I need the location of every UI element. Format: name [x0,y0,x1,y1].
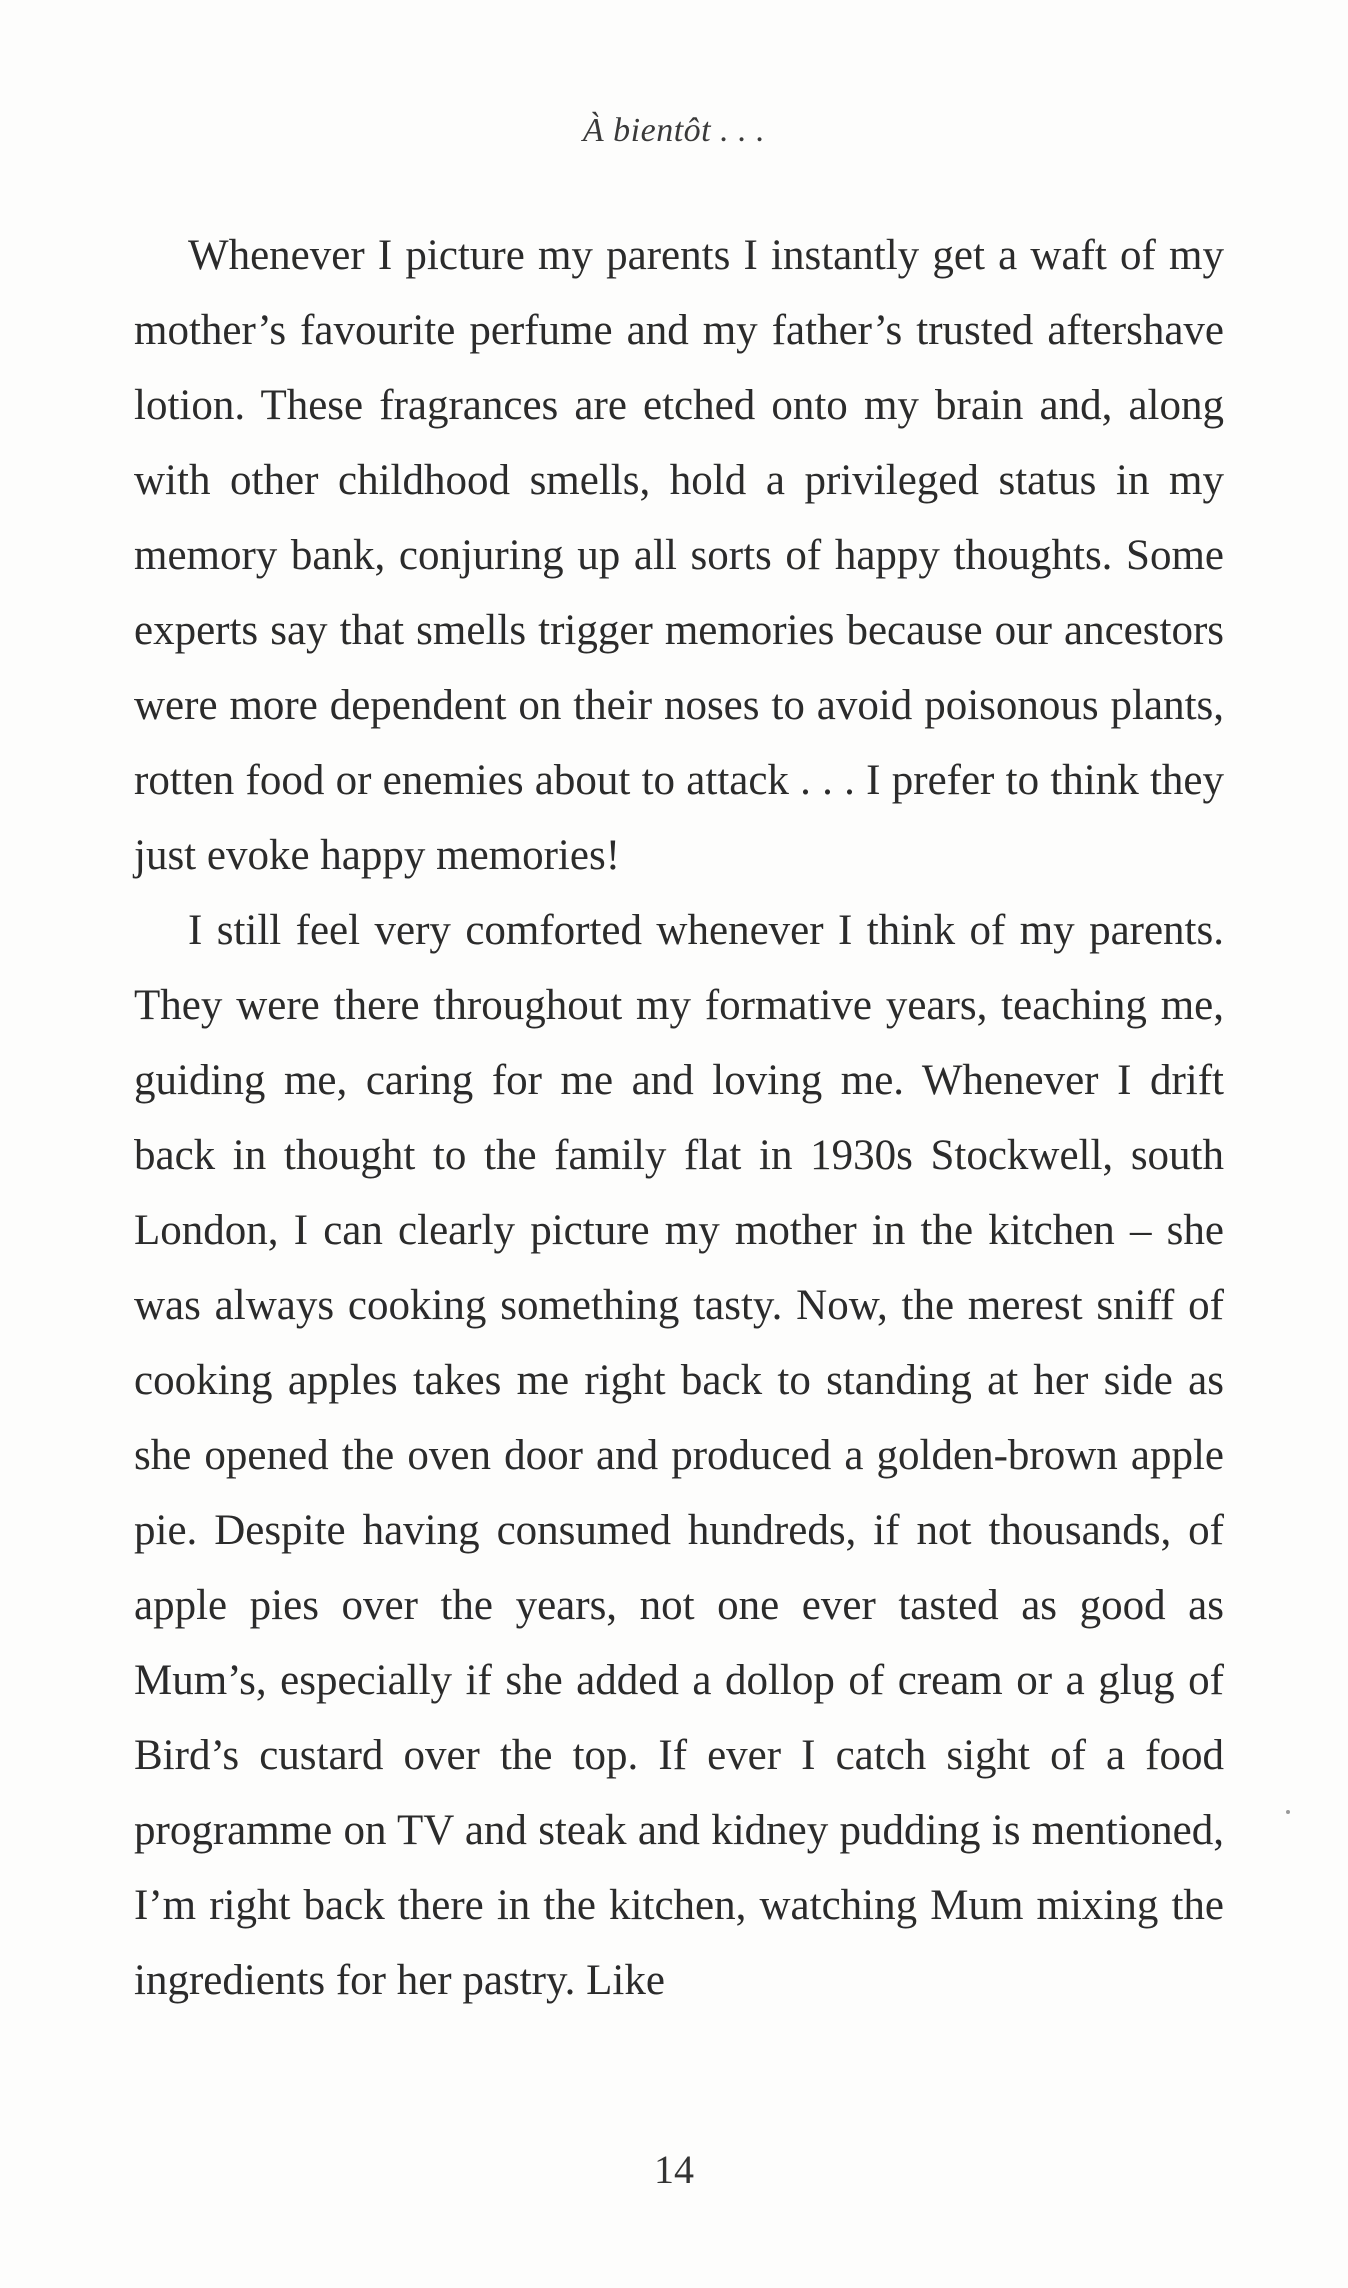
page-number: 14 [654,2147,694,2192]
scan-speck [1286,1810,1290,1814]
body-text [134,218,1224,2018]
running-head: À bientôt . . . [582,112,766,149]
paragraph: I still feel very comforted whenever I think of my parents. They were there throughout my formative years, teaching me, guiding me, caring for me and loving me. Whenever I drift back in thought to the family flat in 1930s Stockwell, south London, I can clearly picture my mother in the kitchen – she was always cooking something tasty. Now, the merest sniff of cooking apples takes me right back to standing at her side as she opened the oven door and produced a golden-brown apple pie. Despite having consumed hundreds, if not thousands, of apple pies over the years, not one ever tasted as good as Mum’s, especially if she added a dollop of cream or a glug of Bird’s custard over the top. If ever I catch sight of a food programme on TV and steak and kidney pudding is mentioned, I’m right back there in the kitchen, watching Mum mixing the ingredients for her pastry. Like [134,907,1224,2004]
paragraph: Whenever I picture my parents I instantly get a waft of my mother’s favourite perfume and my father’s trusted aftershave lotion. These fragrances are etched onto my brain and, along with other childhood smells, hold a privileged status in my memory bank, conjuring up all sorts of happy thoughts. Some experts say that smells trigger memories because our ancestors were more dependent on their noses to avoid poisonous plants, rotten food or enemies about to attack . . . I prefer to think they just evoke happy memories! [134,232,1224,879]
